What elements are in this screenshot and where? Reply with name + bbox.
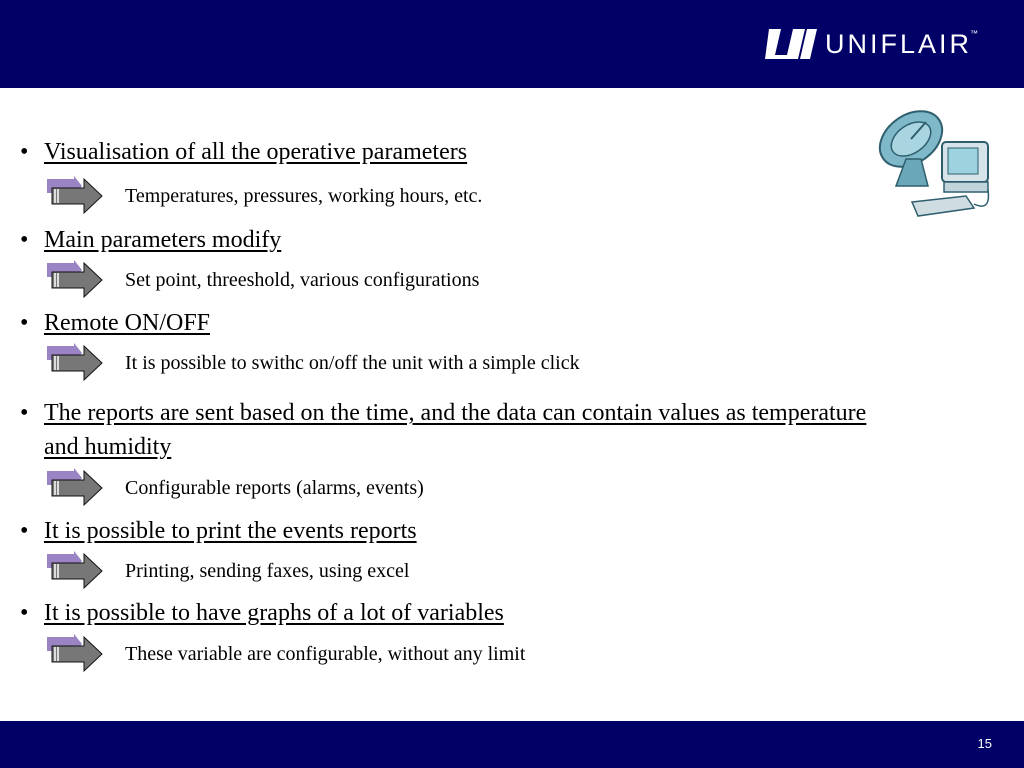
- sub-item-text: Printing, sending faxes, using excel: [125, 559, 410, 582]
- list-item: • Remote ON/OFF: [20, 306, 900, 340]
- page-number: 15: [977, 736, 992, 751]
- list-item: • Visualisation of all the operative parameters: [20, 135, 900, 169]
- double-arrow-icon: [44, 468, 108, 508]
- bullet-title: The reports are sent based on the time, and the data can contain values as temperature and humidity: [44, 400, 867, 460]
- double-arrow-icon: [44, 634, 108, 674]
- sub-item-text: Set point, threeshold, various configurations: [125, 268, 480, 291]
- bullet-title: Main parameters modify: [44, 227, 282, 253]
- sub-item: [44, 176, 482, 216]
- uniflair-logo-icon: [763, 25, 819, 63]
- uniflair-logo: [763, 24, 978, 64]
- logo-text: UNIFLAIR: [825, 29, 973, 59]
- header-bar: [0, 0, 1024, 88]
- sub-item: [44, 260, 479, 300]
- double-arrow-icon: [44, 343, 108, 383]
- trademark-symbol: ™: [970, 28, 979, 38]
- bullet-title: It is possible to have graphs of a lot of variables: [44, 600, 504, 626]
- sub-item-text: It is possible to swithc on/off the unit with a simple click: [125, 351, 580, 374]
- sub-item-text: Temperatures, pressures, working hours, etc.: [125, 184, 483, 207]
- sub-item-text: Configurable reports (alarms, events): [125, 476, 424, 499]
- footer-bar: [0, 721, 1024, 768]
- sub-item: [44, 468, 424, 508]
- bullet-title: It is possible to print the events reports: [44, 518, 417, 544]
- sub-item: [44, 634, 525, 674]
- list-item: • The reports are sent based on the time, and the data can contain values as temperature and humidity: [20, 396, 900, 464]
- list-item: • It is possible to print the events reports: [20, 514, 900, 548]
- double-arrow-icon: [44, 260, 108, 300]
- list-item: • Main parameters modify: [20, 223, 900, 257]
- double-arrow-icon: [44, 551, 108, 591]
- sub-item-text: These variable are configurable, without any limit: [125, 642, 526, 665]
- sub-item: [44, 551, 409, 591]
- double-arrow-icon: [44, 176, 108, 216]
- bullet-title: Remote ON/OFF: [44, 310, 211, 336]
- sub-item: [44, 343, 580, 383]
- list-item: • It is possible to have graphs of a lot of variables: [20, 596, 900, 630]
- bullet-title: Visualisation of all the operative parameters: [44, 139, 468, 165]
